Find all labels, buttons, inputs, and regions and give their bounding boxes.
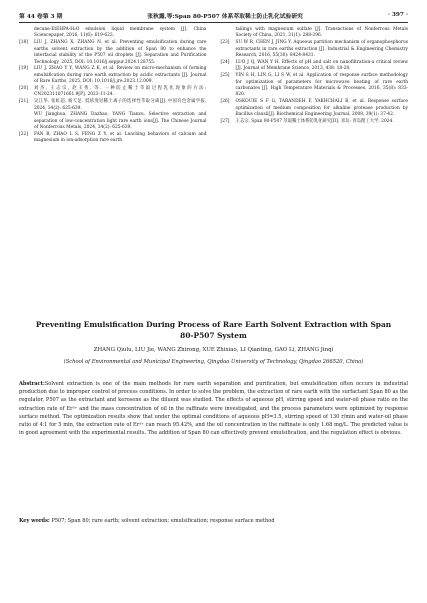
reference-text: 吴江华, 张虹超, 杨天足. 低浓度轻稀土离子的选择性萃取分离[J]. 中国有色金属学报, 2024, 34(2): 625-639.	[34, 99, 207, 111]
abstract	[19, 380, 408, 437]
header-rule	[19, 22, 408, 23]
keywords-label: Key words:	[19, 518, 50, 524]
reference-item	[221, 119, 409, 125]
keywords-text: P507; Span 80; rare earth; solvent extraction; emulsification; response surface method	[51, 518, 275, 524]
reference-item	[221, 99, 409, 118]
author-list: ZHANG Qiulu, LIU Jie, WANG Zhirong, XUE Zhixiao, LI Qianting, GAO Li, ZHANG Jinqi	[93, 347, 334, 353]
reference-item	[221, 60, 409, 73]
reference-number: [26]	[220, 99, 230, 105]
reference-item	[19, 112, 207, 131]
author-affiliation: (School of Environmental and Municipal Engineering, Qingdao University of Technology, Qingdao 266520, China)	[63, 359, 364, 365]
reference-text: WU Jianghua, ZHANG Dazhao, YANG Tianzu. Selective extraction and separation of low-concentration light rare earth ions[J]. The Chinese Journal of Nonferrous Metals, 2024, 34(2): 625-639.	[34, 112, 207, 131]
reference-item	[19, 99, 207, 112]
references-right-column	[221, 27, 409, 145]
reference-number: [22]	[19, 132, 28, 138]
page-number: · 397 ·	[387, 12, 408, 18]
abstract-text: Solvent extraction is one of the main methods for rare earth separation and purification, but emulsification often occurs in industrial production due to improper control of process conditions. In order to solve the problem, the extraction of rare earth with the surfactant Span 80 as the regulator, P507 as the extractant and kerosene as the diluent was studied. The effects of aqueous pH, stirring speed and water-oil phase ratio on the extraction rate of Er³⁺ and the mass concentration of oil in the raffinate were investigated, and the process parameters were optimized by response surface method. The optimization results show that under the optimal conditions of aqueous pH=3.5, stirring speed of 130 r/min and water-oil phase ratio of 4∶1 for 5 min, the extraction rate of Er³⁺ can reach 95.42%, and the oil concentration in the raffinate is only 1.68 mg/L. The predicted value is in good agreement with the experimental results. The addition of Span 80 can effectively prevent emulsification, and the regulation effect is obvious.	[19, 381, 408, 437]
reference-text: FAN B, ZHAO L S, FENG Z Y, et al. Leaching behaviors of calcium and magnesium in ion-adsorption rare earth	[34, 132, 207, 144]
reference-text: decane-EtEHPA-H₂O emulsion liquid membrane system [J]. China Sciencepaper, 2016, 11(6): 619-623.	[34, 27, 207, 39]
reference-item	[19, 66, 207, 85]
reference-number: [25]	[220, 73, 230, 79]
reference-text: LUO J Q, WAN Y H. Effects of pH and salt on nanofiltration-a critical review [J]. Journal of Membrane Science, 2013, 438: 18-28.	[235, 59, 408, 72]
reference-text: SU W R, CHEN J, JING Y. Aqueous partition mechanism of organophosphorus extractants in rare earths extraction [J]. Industrial & Engineering Chemistry Research, 2016, 55(30): 8424-8431.	[235, 40, 408, 59]
abstract-label: Abstract:	[19, 381, 45, 387]
reference-item	[221, 73, 409, 99]
english-title: Preventing Emulsification During Process of Rare Earth Solvent Extraction with Span 80-P507 System	[35, 320, 392, 340]
reference-text: 刘杰, 王志宗, 赵玉秀, 等. 一种防止稀土萃取过程乳化现象的方法: CN202311071661.9[P]. 2023-11-24.	[34, 85, 207, 98]
reference-text: YIN S H, LIN G, LI S W, et al. Application of response surface methodology for optimization of parameters for microwave heating of rare earth carbonates [J]. High Temperature Materials & Processes, 2016, 35(8): 833-820.	[235, 73, 408, 98]
keywords	[19, 517, 408, 525]
reference-number: [27]	[220, 118, 230, 124]
reference-item	[221, 27, 409, 40]
reference-item	[19, 27, 207, 40]
references-left-column	[19, 27, 207, 145]
reference-text: 王志宗. Span 80-P507 萃取稀土体系防乳化研究[D]. 青岛: 青岛理工大学, 2024.	[235, 118, 394, 124]
reference-number: [18]	[19, 40, 28, 46]
reference-number: [24]	[220, 59, 230, 65]
reference-text: LIU J, ZHAO Y Y, WANG Z K, et al. Review on micro-mechanism of forming emulsification during rare earth extraction by acidic extractants [J]. Journal of Rare Earths, 2025, DOI: 10.1016/j.jre.2023.12.009.	[34, 66, 207, 85]
journal-issue: 第 44 卷第 3 期	[19, 13, 63, 20]
reference-number: [23]	[220, 40, 230, 46]
reference-text: OSKOUIE S F G, TABANDEH F, YAKHCHALI B, et al. Response surface optimization of medium composition for alkaline protease production by Bacillus clausii[J]. Biochemical Engineering Journal, 2008, 39(1): 37-42.	[235, 99, 408, 118]
reference-number: [20]	[19, 85, 28, 91]
references-section	[19, 27, 408, 145]
reference-text: tailings with magnesium sulfate [J]. Transactions of Nonferrous Metals Society of China, 2021, 31(1): 288-296.	[235, 27, 408, 39]
reference-number: [21]	[19, 99, 28, 105]
running-title: 张秋露,等:Span 80-P507 体系萃取稀土防止乳化试验研究	[147, 13, 303, 20]
running-header	[19, 9, 408, 21]
reference-item	[19, 40, 207, 66]
reference-item	[221, 40, 409, 59]
reference-text: LIU J, ZHANG X, ZHANG N, et al. Preventing emulsification during rare earths solvent extraction by the addition of Span 80 to enhance the interfacial stability of the P507 oil droplets [J]. Separation and Purification Technology, 2025, DOI: 10.1016/j.seppur.2024.128755.	[34, 40, 207, 65]
reference-item	[19, 86, 207, 99]
reference-item	[19, 132, 207, 145]
reference-number: [19]	[19, 66, 28, 72]
